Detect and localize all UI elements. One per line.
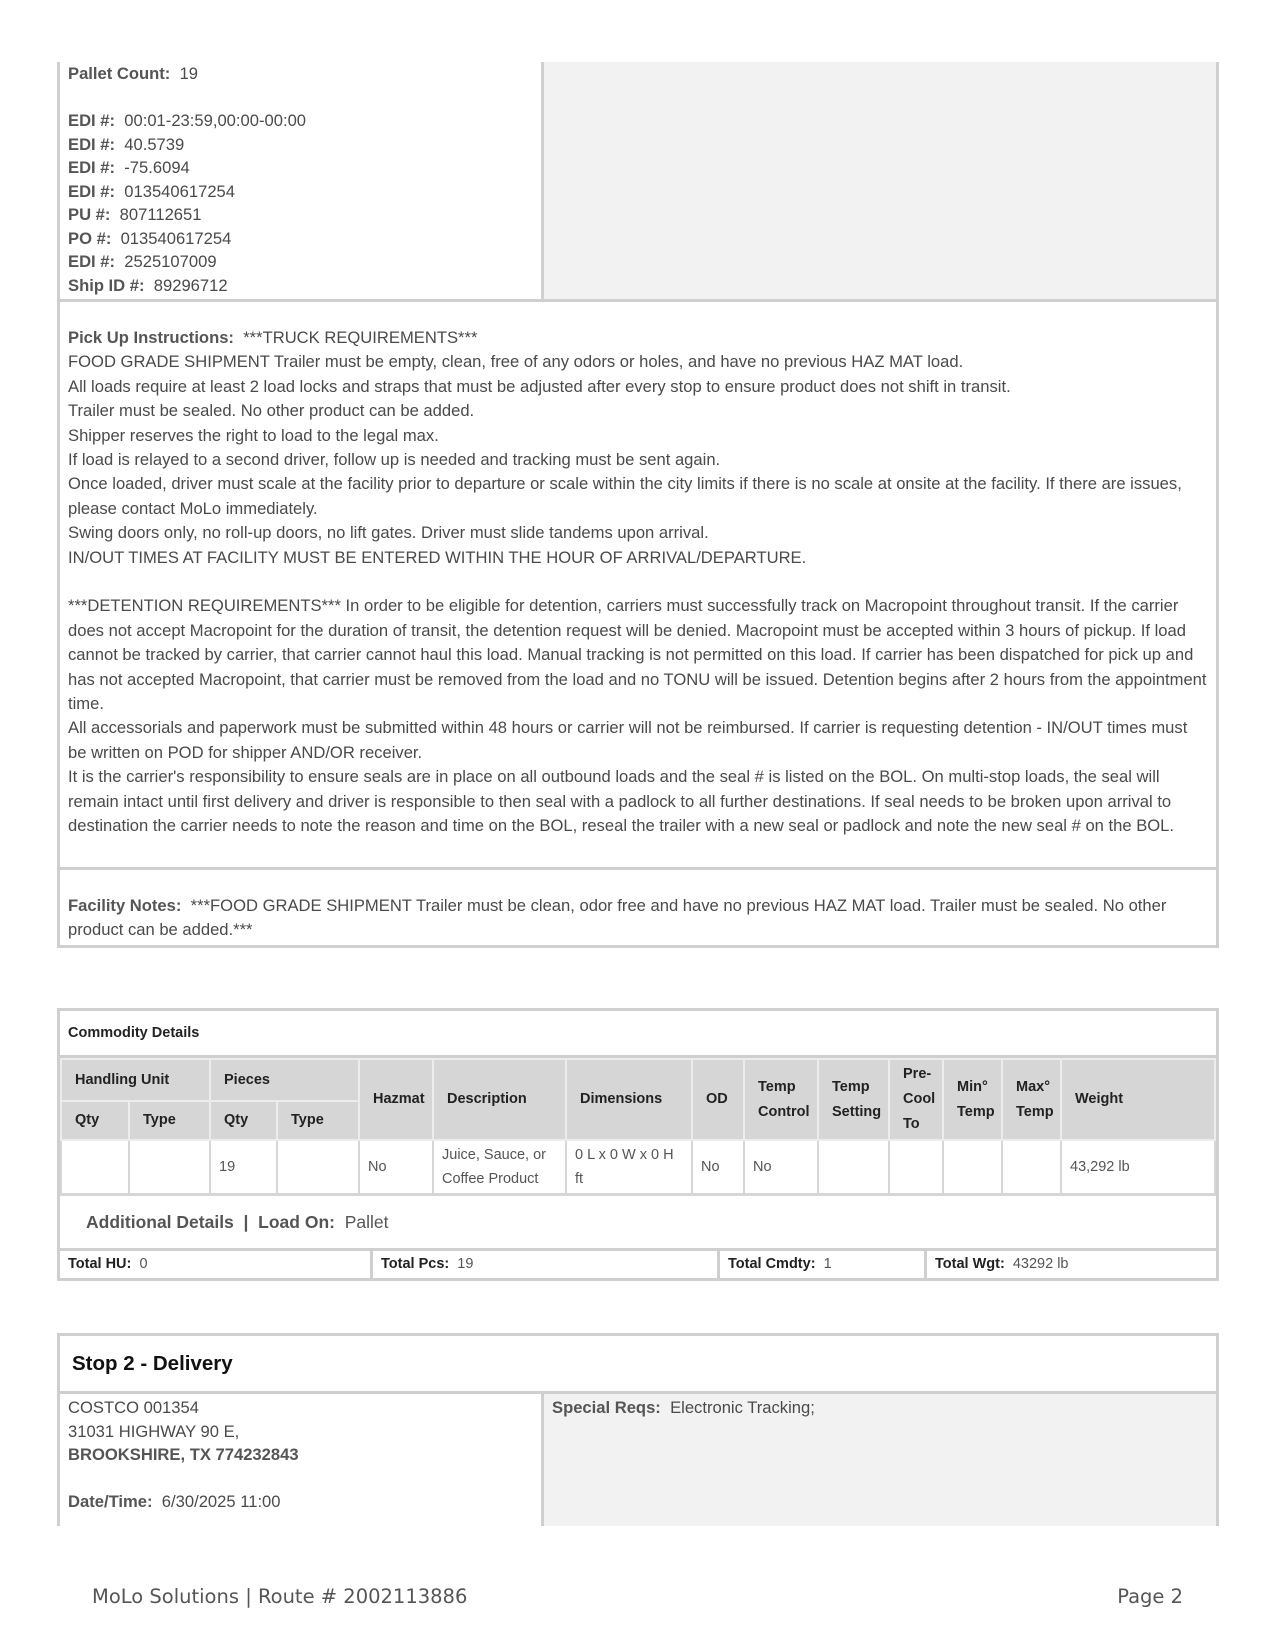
handling-unit-header: Handling Unit [61, 1059, 210, 1101]
temp-setting-cell [818, 1140, 889, 1194]
total-wgt-value: 43292 lb [1012, 1256, 1069, 1272]
reference-value: 807112651 [119, 205, 202, 224]
instruction-paragraph: IN/OUT TIMES AT FACILITY MUST BE ENTERED WITHIN THE HOUR OF ARRIVAL/DEPARTURE. [68, 547, 807, 567]
pickup-instructions-heading [68, 326, 1208, 350]
reference-value: 00:01-23:59,00:00-00:00 [124, 111, 307, 130]
reference-value: -75.6094 [124, 158, 190, 177]
stop-street: 31031 HIGHWAY 90 E, [68, 1421, 240, 1441]
reference-label: EDI #: [68, 158, 116, 177]
special-reqs-line [552, 1396, 1216, 1420]
datetime-label: Date/Time: [68, 1492, 153, 1511]
od-cell: No [692, 1140, 744, 1194]
instruction-paragraph: Once loaded, driver must scale at the facility prior to departure or scale within the city limits if there is no scale at onsite at the facility. If there are issues, please contact MoLo immediately. [68, 474, 1182, 518]
total-pcs-label: Total Pcs: [381, 1256, 450, 1272]
total-wgt-label: Total Wgt: [935, 1256, 1005, 1272]
reference-line [68, 133, 541, 157]
instruction-paragraph: Swing doors only, no roll-up doors, no lift gates. Driver must slide tandems upon arrival. [68, 523, 709, 543]
reference-line [68, 227, 541, 251]
totals-row [60, 1251, 1216, 1278]
min-temp-header: Min° Temp [943, 1059, 1002, 1140]
reference-label: EDI #: [68, 111, 116, 130]
reference-label: Ship ID #: [68, 275, 145, 295]
detention-paragraph: ***DETENTION REQUIREMENTS*** In order to be eligible for detention, carriers must successfully track on Macropoint throughout transit. If the carrier does not accept Macropoint for the duration of transit, the detention request will be denied. Macropoint must be accepted within 3 hours of pickup. If load cannot be tracked by carrier, that carrier cannot haul this load. Manual tracking is not permitted on this load. If carrier has been dispatched for pick up and has not accepted Macropoint, that carrier must be removed from the load and no TONU will be issued. Detention begins after 2 hours from the appointment time. [68, 596, 1207, 714]
reference-line [68, 250, 541, 274]
pieces-header: Pieces [210, 1059, 359, 1101]
description-cell: Juice, Sauce, or Coffee Product [433, 1140, 566, 1194]
spacer [68, 86, 541, 110]
shipment-reference-section [57, 62, 1219, 302]
reference-side-panel [541, 62, 1216, 299]
instruction-paragraph: FOOD GRADE SHIPMENT Trailer must be empty, clean, free of any odors or holes, and have no previous HAZ MAT load. [68, 352, 964, 372]
total-hu [60, 1251, 373, 1278]
min-temp-cell [943, 1140, 1002, 1194]
stop-2-special-reqs [541, 1394, 1216, 1526]
reference-list [60, 62, 541, 299]
pickup-instructions-section [57, 302, 1219, 870]
reference-line [68, 156, 541, 180]
reference-value: 2525107009 [124, 252, 217, 271]
detention-paragraph: All accessorials and paperwork must be submitted within 48 hours or carrier will not be reimbursed. If carrier is requesting detention - IN/OUT times must be written on POD for shipper AND/OR receiver. [68, 718, 1188, 762]
pcs-qty-cell: 19 [210, 1140, 277, 1194]
facility-notes-section [57, 870, 1219, 948]
stop-datetime [68, 1490, 541, 1514]
pallet-count-value: 19 [179, 64, 199, 83]
pallet-count-label: Pallet Count: [68, 64, 171, 83]
description-header: Description [433, 1059, 566, 1140]
instruction-paragraph: If load is relayed to a second driver, follow up is needed and tracking must be sent again. [68, 450, 721, 470]
reference-label: EDI #: [68, 181, 116, 201]
dimensions-cell: 0 L x 0 W x 0 H ft [566, 1140, 692, 1194]
stop-name: COSTCO 001354 [68, 1398, 199, 1417]
truck-requirements-title: ***TRUCK REQUIREMENTS*** [243, 328, 478, 347]
total-cmdty [720, 1251, 927, 1278]
total-cmdty-value: 1 [823, 1256, 832, 1272]
special-reqs-label: Special Reqs: [552, 1398, 661, 1417]
load-on-label: Load On: [258, 1212, 335, 1232]
reference-label: EDI #: [68, 252, 116, 271]
load-on-value: Pallet [344, 1212, 389, 1232]
reference-line [68, 203, 541, 227]
max-temp-cell [1002, 1140, 1061, 1194]
reference-label: EDI #: [68, 134, 116, 154]
footer-route: MoLo Solutions | Route # 2002113886 [92, 1585, 468, 1608]
pcs-type-cell [277, 1140, 359, 1194]
weight-cell: 43,292 lb [1061, 1140, 1215, 1194]
additional-details-row [60, 1195, 1216, 1251]
instruction-paragraph: Trailer must be sealed. No other product can be added. [68, 401, 475, 421]
additional-details-label: Additional Details [86, 1212, 234, 1232]
temp-control-cell: No [744, 1140, 818, 1194]
pcs-type-header: Type [277, 1101, 359, 1140]
instruction-paragraph: Shipper reserves the right to load to the legal max. [68, 425, 439, 445]
reference-label: PU #: [68, 205, 111, 224]
reference-label: PO #: [68, 228, 112, 248]
temp-control-header: Temp Control [744, 1059, 818, 1140]
hazmat-header: Hazmat [359, 1059, 433, 1140]
instruction-paragraph: All loads require at least 2 load locks and straps that must be adjusted after every stop to ensure product does not shift in transit. [68, 376, 1011, 396]
special-reqs-value: Electronic Tracking; [670, 1398, 815, 1417]
commodity-details-section [57, 1008, 1219, 1281]
hazmat-cell: No [359, 1140, 433, 1194]
reference-line [68, 274, 541, 298]
total-pcs-value: 19 [457, 1256, 474, 1272]
total-hu-label: Total HU: [68, 1256, 132, 1272]
facility-notes-label: Facility Notes: [68, 896, 182, 915]
stop-2-title: Stop 2 - Delivery [60, 1336, 1216, 1394]
reference-value: 013540617254 [124, 181, 236, 201]
commodity-table [60, 1058, 1216, 1195]
total-hu-value: 0 [139, 1256, 148, 1272]
dimensions-header: Dimensions [566, 1059, 692, 1140]
page-number: Page 2 [1117, 1585, 1183, 1608]
weight-header: Weight [1061, 1059, 1215, 1140]
reference-value: 89296712 [153, 275, 228, 295]
od-header: OD [692, 1059, 744, 1140]
pre-cool-to-cell [889, 1140, 943, 1194]
spacer [68, 1467, 541, 1491]
pre-cool-to-header: Pre-Cool To [889, 1059, 943, 1140]
temp-setting-header: Temp Setting [818, 1059, 889, 1140]
stop-city: BROOKSHIRE, TX 774232843 [68, 1445, 299, 1464]
reference-line [68, 180, 541, 204]
spacer [68, 570, 1208, 594]
page-footer [92, 1585, 1183, 1615]
commodity-details-title: Commodity Details [60, 1011, 1216, 1058]
datetime-value: 6/30/2025 11:00 [161, 1492, 281, 1511]
reference-value: 013540617254 [120, 228, 232, 248]
separator: | [238, 1212, 254, 1232]
hu-qty-header: Qty [61, 1101, 129, 1140]
total-cmdty-label: Total Cmdty: [728, 1256, 816, 1272]
stop-2-section [57, 1333, 1219, 1526]
hu-qty-cell [61, 1140, 129, 1194]
facility-notes-text: ***FOOD GRADE SHIPMENT Trailer must be clean, odor free and have no previous HAZ MAT load. Trailer must be sealed. No other product can be added.*** [68, 896, 1167, 940]
hu-type-header: Type [129, 1101, 210, 1140]
reference-value: 40.5739 [124, 134, 185, 154]
detention-paragraph: It is the carrier's responsibility to ensure seals are in place on all outbound loads and the seal # is listed on the BOL. On multi-stop loads, the seal will remain intact until first delivery and driver is responsible to then seal with a padlock to all further destinations. If seal needs to be broken upon arrival to destination the carrier needs to note the reason and time on the BOL, reseal the trailer with a new seal or padlock and note the new seal # on the BOL. [68, 767, 1175, 836]
reference-line [68, 109, 541, 133]
max-temp-header: Max° Temp [1002, 1059, 1061, 1140]
table-row [61, 1140, 1215, 1194]
total-wgt [927, 1251, 1216, 1278]
pallet-count-line [68, 62, 541, 86]
pcs-qty-header: Qty [210, 1101, 277, 1140]
pickup-instructions-label: Pick Up Instructions: [68, 328, 234, 347]
hu-type-cell [129, 1140, 210, 1194]
stop-2-address [60, 1394, 541, 1526]
total-pcs [373, 1251, 720, 1278]
